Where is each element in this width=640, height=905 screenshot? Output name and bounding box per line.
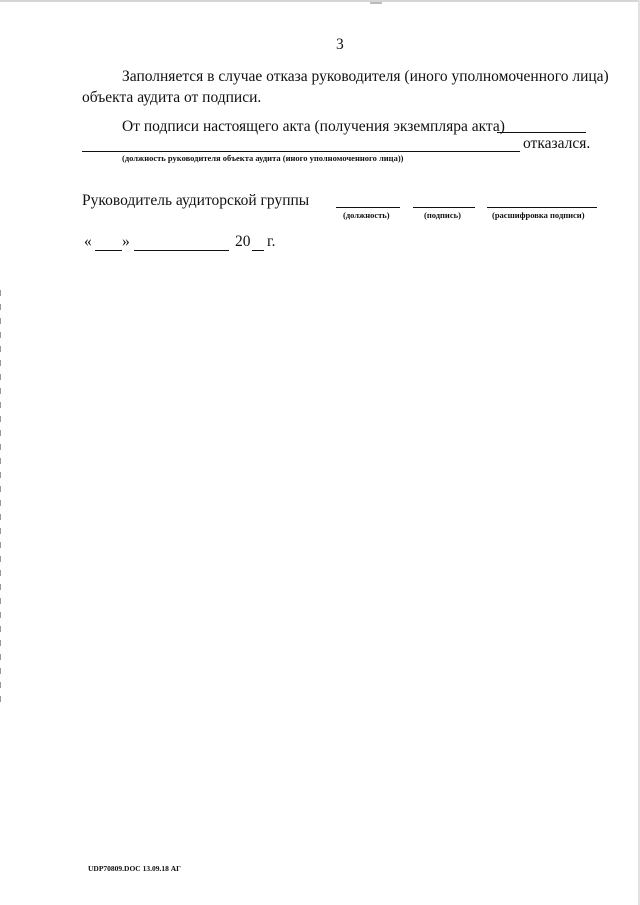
date-year-prefix: 20 (235, 233, 251, 250)
refusal-date-line (497, 132, 586, 133)
scan-mark (370, 2, 382, 4)
date-year-line (252, 250, 264, 251)
decoding-line (487, 207, 597, 208)
date-year-suffix: г. (267, 233, 276, 250)
signature-line (413, 207, 475, 208)
date-month-line (134, 250, 229, 251)
caption-decoding: (расшифровка подписи) (492, 210, 585, 220)
scan-edge-top (0, 0, 640, 2)
date-close-quote: » (122, 233, 130, 250)
position-line (336, 207, 400, 208)
refusal-caption: (должность руководителя объекта аудита (иного уполномоченного лица)) (122, 153, 404, 163)
date-day-line (95, 250, 122, 251)
refusal-text: От подписи настоящего акта (получения экземпляра акта) (122, 118, 505, 135)
refused-text: отказался. (523, 135, 591, 152)
footer-code: UDP70809.DOC 13.09.18 АГ (88, 864, 181, 873)
refusal-position-line (82, 151, 520, 152)
paragraph-line-2: объекта аудита от подписи. (82, 89, 262, 106)
caption-position: (должность) (343, 210, 390, 220)
page-number: 3 (336, 36, 344, 53)
scan-edge-left (0, 290, 1, 710)
date-open-quote: « (84, 233, 92, 250)
audit-head-label: Руководитель аудиторской группы (82, 192, 310, 209)
paragraph-line-1: Заполняется в случае отказа руководителя (иного уполномоченного лица) (122, 68, 609, 85)
caption-signature: (подпись) (424, 210, 461, 220)
